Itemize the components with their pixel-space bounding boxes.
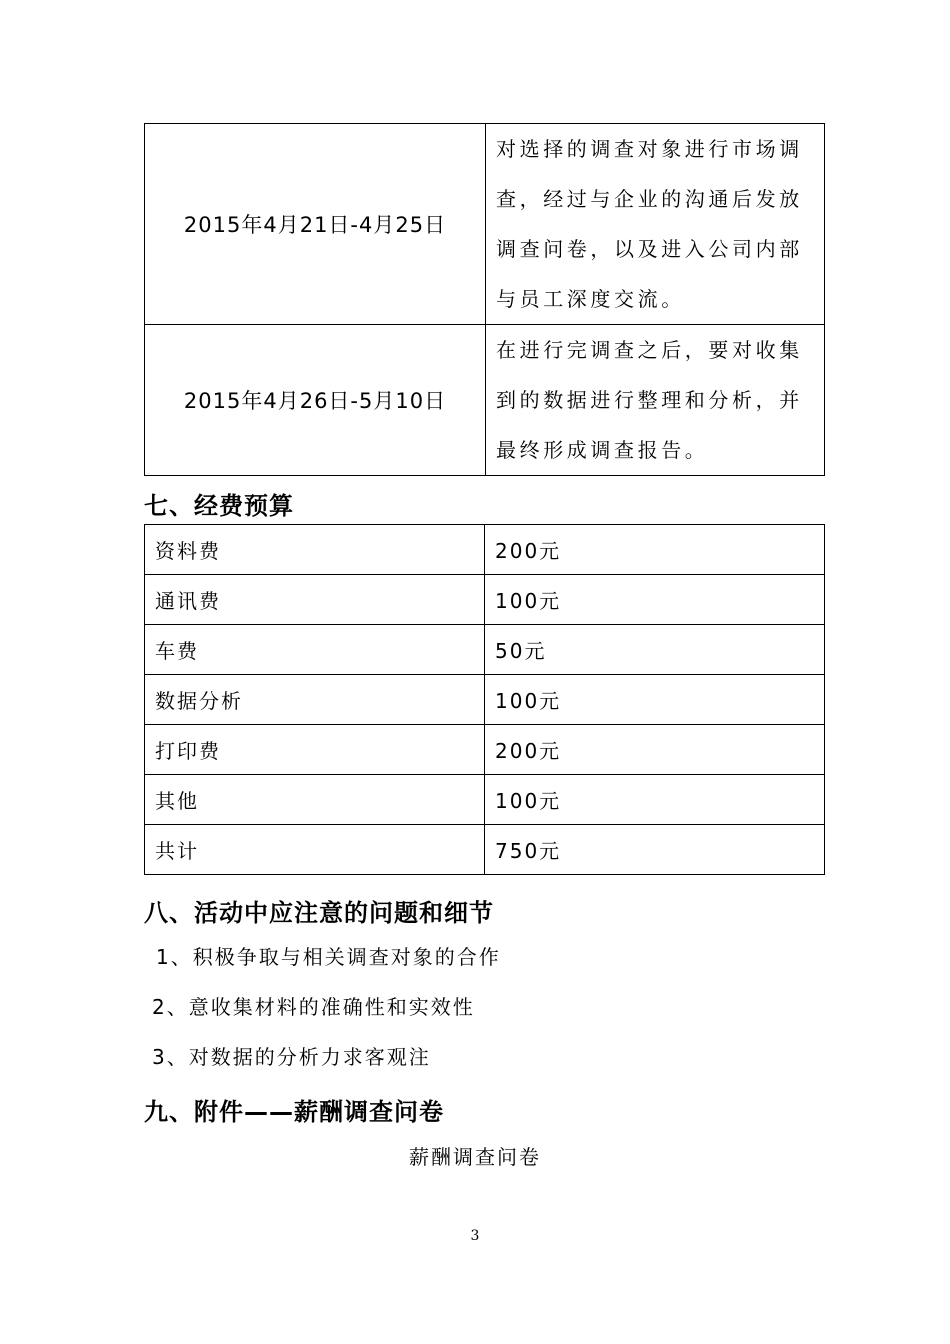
list-item: 1、积极争取与相关调查对象的合作 xyxy=(156,945,501,969)
list-item: 3、对数据的分析力求客观注 xyxy=(152,1045,431,1069)
budget-item: 打印费 xyxy=(145,725,485,775)
table-row xyxy=(145,825,825,875)
table-row xyxy=(145,325,825,476)
budget-table xyxy=(144,524,825,875)
budget-amount: 100元 xyxy=(485,675,825,725)
schedule-description: 在进行完调查之后，要对收集到的数据进行整理和分析，并最终形成调查报告。 xyxy=(486,325,825,476)
section-7-heading: 七、经费预算 xyxy=(144,492,294,520)
budget-amount: 200元 xyxy=(485,525,825,575)
budget-amount: 750元 xyxy=(485,825,825,875)
table-row xyxy=(145,675,825,725)
budget-item: 共计 xyxy=(145,825,485,875)
table-row xyxy=(145,625,825,675)
budget-item: 资料费 xyxy=(145,525,485,575)
list-item: 2、意收集材料的准确性和实效性 xyxy=(152,995,475,1019)
budget-amount: 200元 xyxy=(485,725,825,775)
table-row xyxy=(145,725,825,775)
table-row xyxy=(145,575,825,625)
section-9-heading: 九、附件——薪酬调查问卷 xyxy=(144,1098,444,1126)
budget-amount: 50元 xyxy=(485,625,825,675)
schedule-date: 2015年4月26日-5月10日 xyxy=(145,325,486,476)
schedule-description: 对选择的调查对象进行市场调查，经过与企业的沟通后发放调查问卷，以及进入公司内部与员工深度交流。 xyxy=(486,124,825,325)
appendix-title: 薪酬调查问卷 xyxy=(409,1145,541,1169)
section-8-heading: 八、活动中应注意的问题和细节 xyxy=(144,899,494,927)
budget-item: 数据分析 xyxy=(145,675,485,725)
budget-amount: 100元 xyxy=(485,775,825,825)
table-row xyxy=(145,525,825,575)
page-number: 3 xyxy=(470,1228,480,1244)
table-row xyxy=(145,775,825,825)
budget-item: 其他 xyxy=(145,775,485,825)
schedule-date: 2015年4月21日-4月25日 xyxy=(145,124,486,325)
budget-amount: 100元 xyxy=(485,575,825,625)
schedule-table xyxy=(144,123,825,476)
budget-item: 通讯费 xyxy=(145,575,485,625)
table-row xyxy=(145,124,825,325)
budget-item: 车费 xyxy=(145,625,485,675)
